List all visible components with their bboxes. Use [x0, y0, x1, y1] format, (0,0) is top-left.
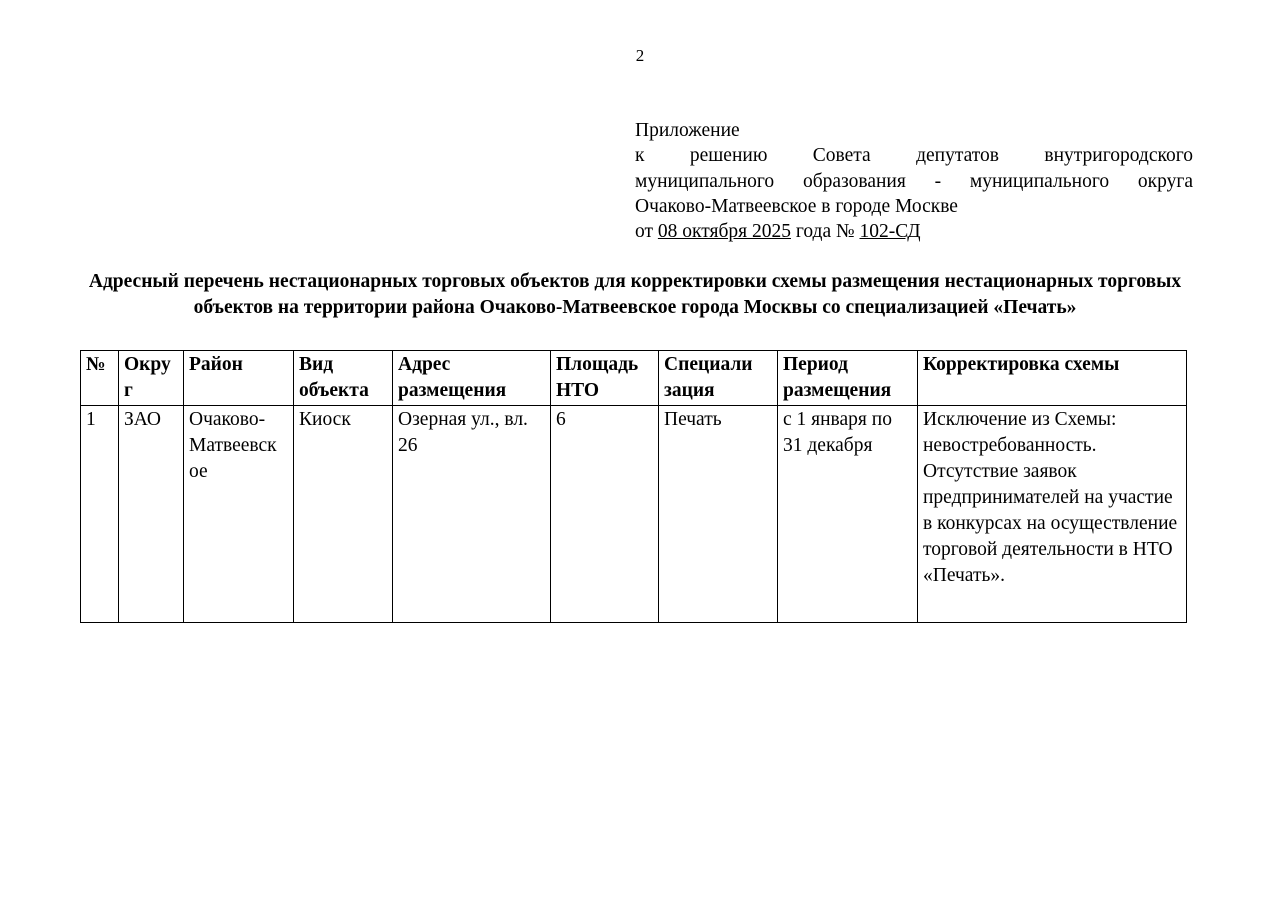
annex-line-2: к решению Совета депутатов внутригородского [635, 145, 1193, 167]
header-specialization: Специализация [659, 351, 778, 406]
cell-specialization: Печать [659, 406, 778, 623]
annex-line-1: Приложение [635, 120, 740, 141]
cell-rayon: Очаково-Матвеевское [184, 406, 294, 623]
cell-object-type: Киоск [294, 406, 393, 623]
cell-period: с 1 января по 31 декабря [778, 406, 918, 623]
nto-address-list-table [80, 350, 1187, 623]
header-num: № [81, 351, 119, 406]
date-middle: года № [790, 221, 860, 243]
header-period: Период размещения [778, 351, 918, 406]
header-rayon: Район [184, 351, 294, 406]
cell-address: Озерная ул., вл. 26 [393, 406, 551, 623]
header-address: Адрес размещения [393, 351, 551, 406]
header-object-type: Вид объекта [294, 351, 393, 406]
decision-date: 08 октября 2025 [657, 221, 791, 243]
table-row [81, 406, 1187, 623]
table-header-row [81, 351, 1187, 406]
cell-correction: Исключение из Схемы: невостребованность. Отсутствие заявок предпринимателей на участие в конкурсах на осуществление торговой деятельности в НТО «Печать». [918, 406, 1187, 623]
header-okrug: Округ [119, 351, 184, 406]
header-correction: Корректировка схемы [918, 351, 1187, 406]
cell-okrug: ЗАО [119, 406, 184, 623]
annex-line-3: муниципального образования - муниципального округа [635, 170, 1193, 192]
document-title: Адресный перечень нестационарных торговых объектов для корректировки схемы размещения нестационарных торговых объектов на территории района Очаково-Матвеевское города Москвы со специализацией «Печать» [88, 271, 1182, 318]
annex-line-4: Очаково-Матвеевское в городе Москве [635, 195, 958, 217]
date-prefix: от [635, 221, 658, 243]
decision-number: 102-СД [859, 221, 921, 243]
page-number: 2 [635, 46, 645, 65]
annex-block [635, 118, 1193, 244]
cell-area: 6 [551, 406, 659, 623]
cell-num: 1 [81, 406, 119, 623]
annex-date-line [635, 219, 1193, 244]
header-area: Площадь НТО [551, 351, 659, 406]
